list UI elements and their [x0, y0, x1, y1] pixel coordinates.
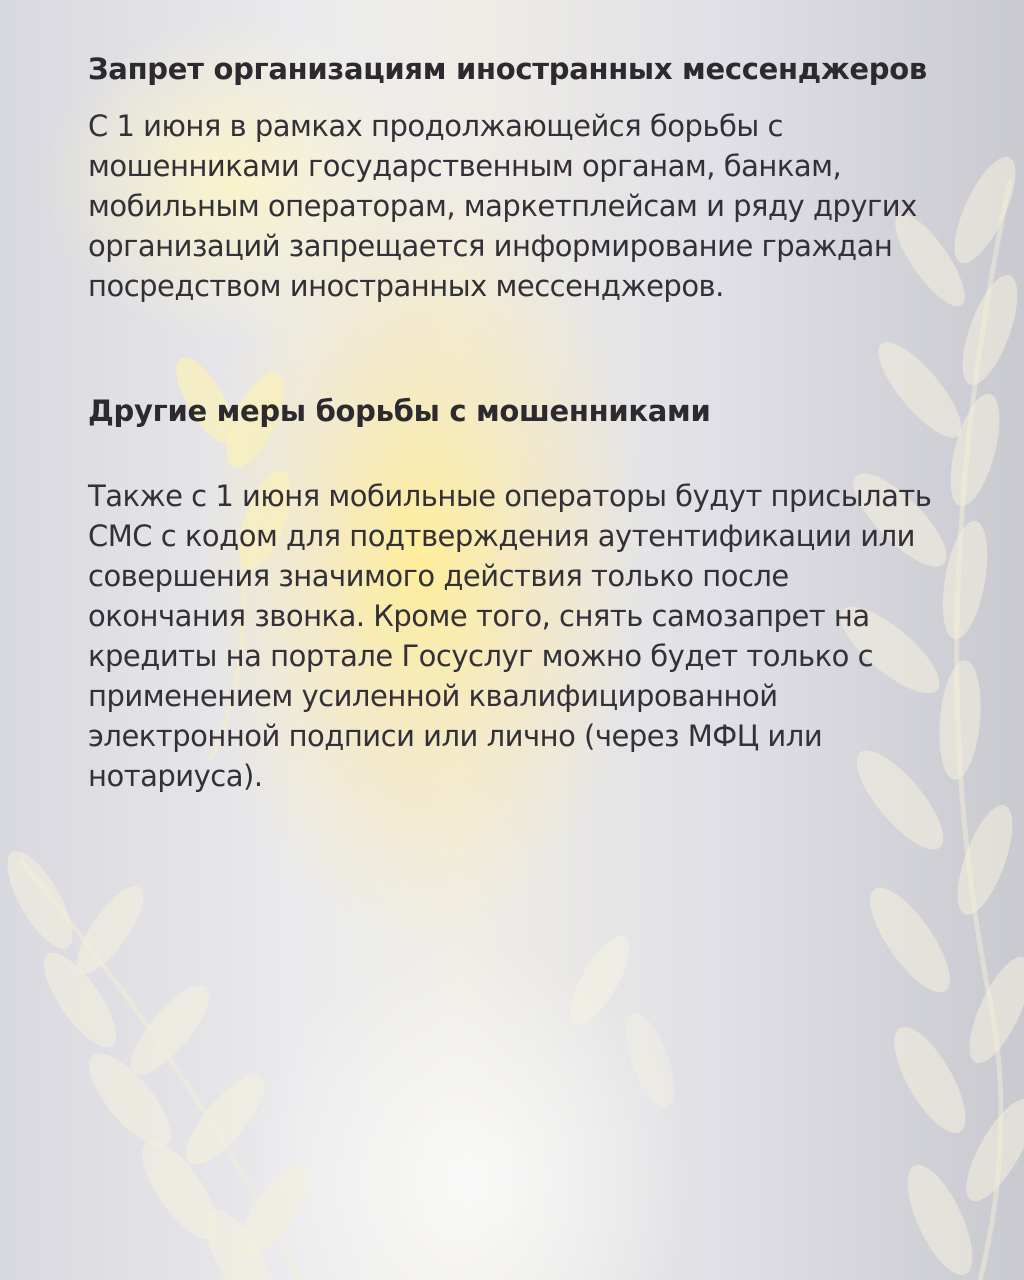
section-heading-other-measures: Другие меры борьбы с мошенниками [88, 394, 711, 428]
section-body-foreign-messengers: С 1 июня в рамках продолжающейся борьбы с мошенниками государственным органам, банкам, мобильным операторам, маркетплейсам и ряду других организаций запрещается информирование граждан посредством иностранных мессенджеров. [88, 109, 917, 303]
section-heading-foreign-messengers: Запрет организациям иностранных мессенджеров [88, 52, 927, 86]
section-body-other-measures: Также с 1 июня мобильные операторы будут присылать СМС с кодом для подтверждения аутентификации или совершения значимого действия только после окончания звонка. Кроме того, снять самозапрет на кредиты на портале Госуслуг можно будет только с применением усиленной квалифицированной электронной подписи или лично (через МФЦ или нотариуса). [88, 479, 932, 793]
article [88, 50, 948, 796]
